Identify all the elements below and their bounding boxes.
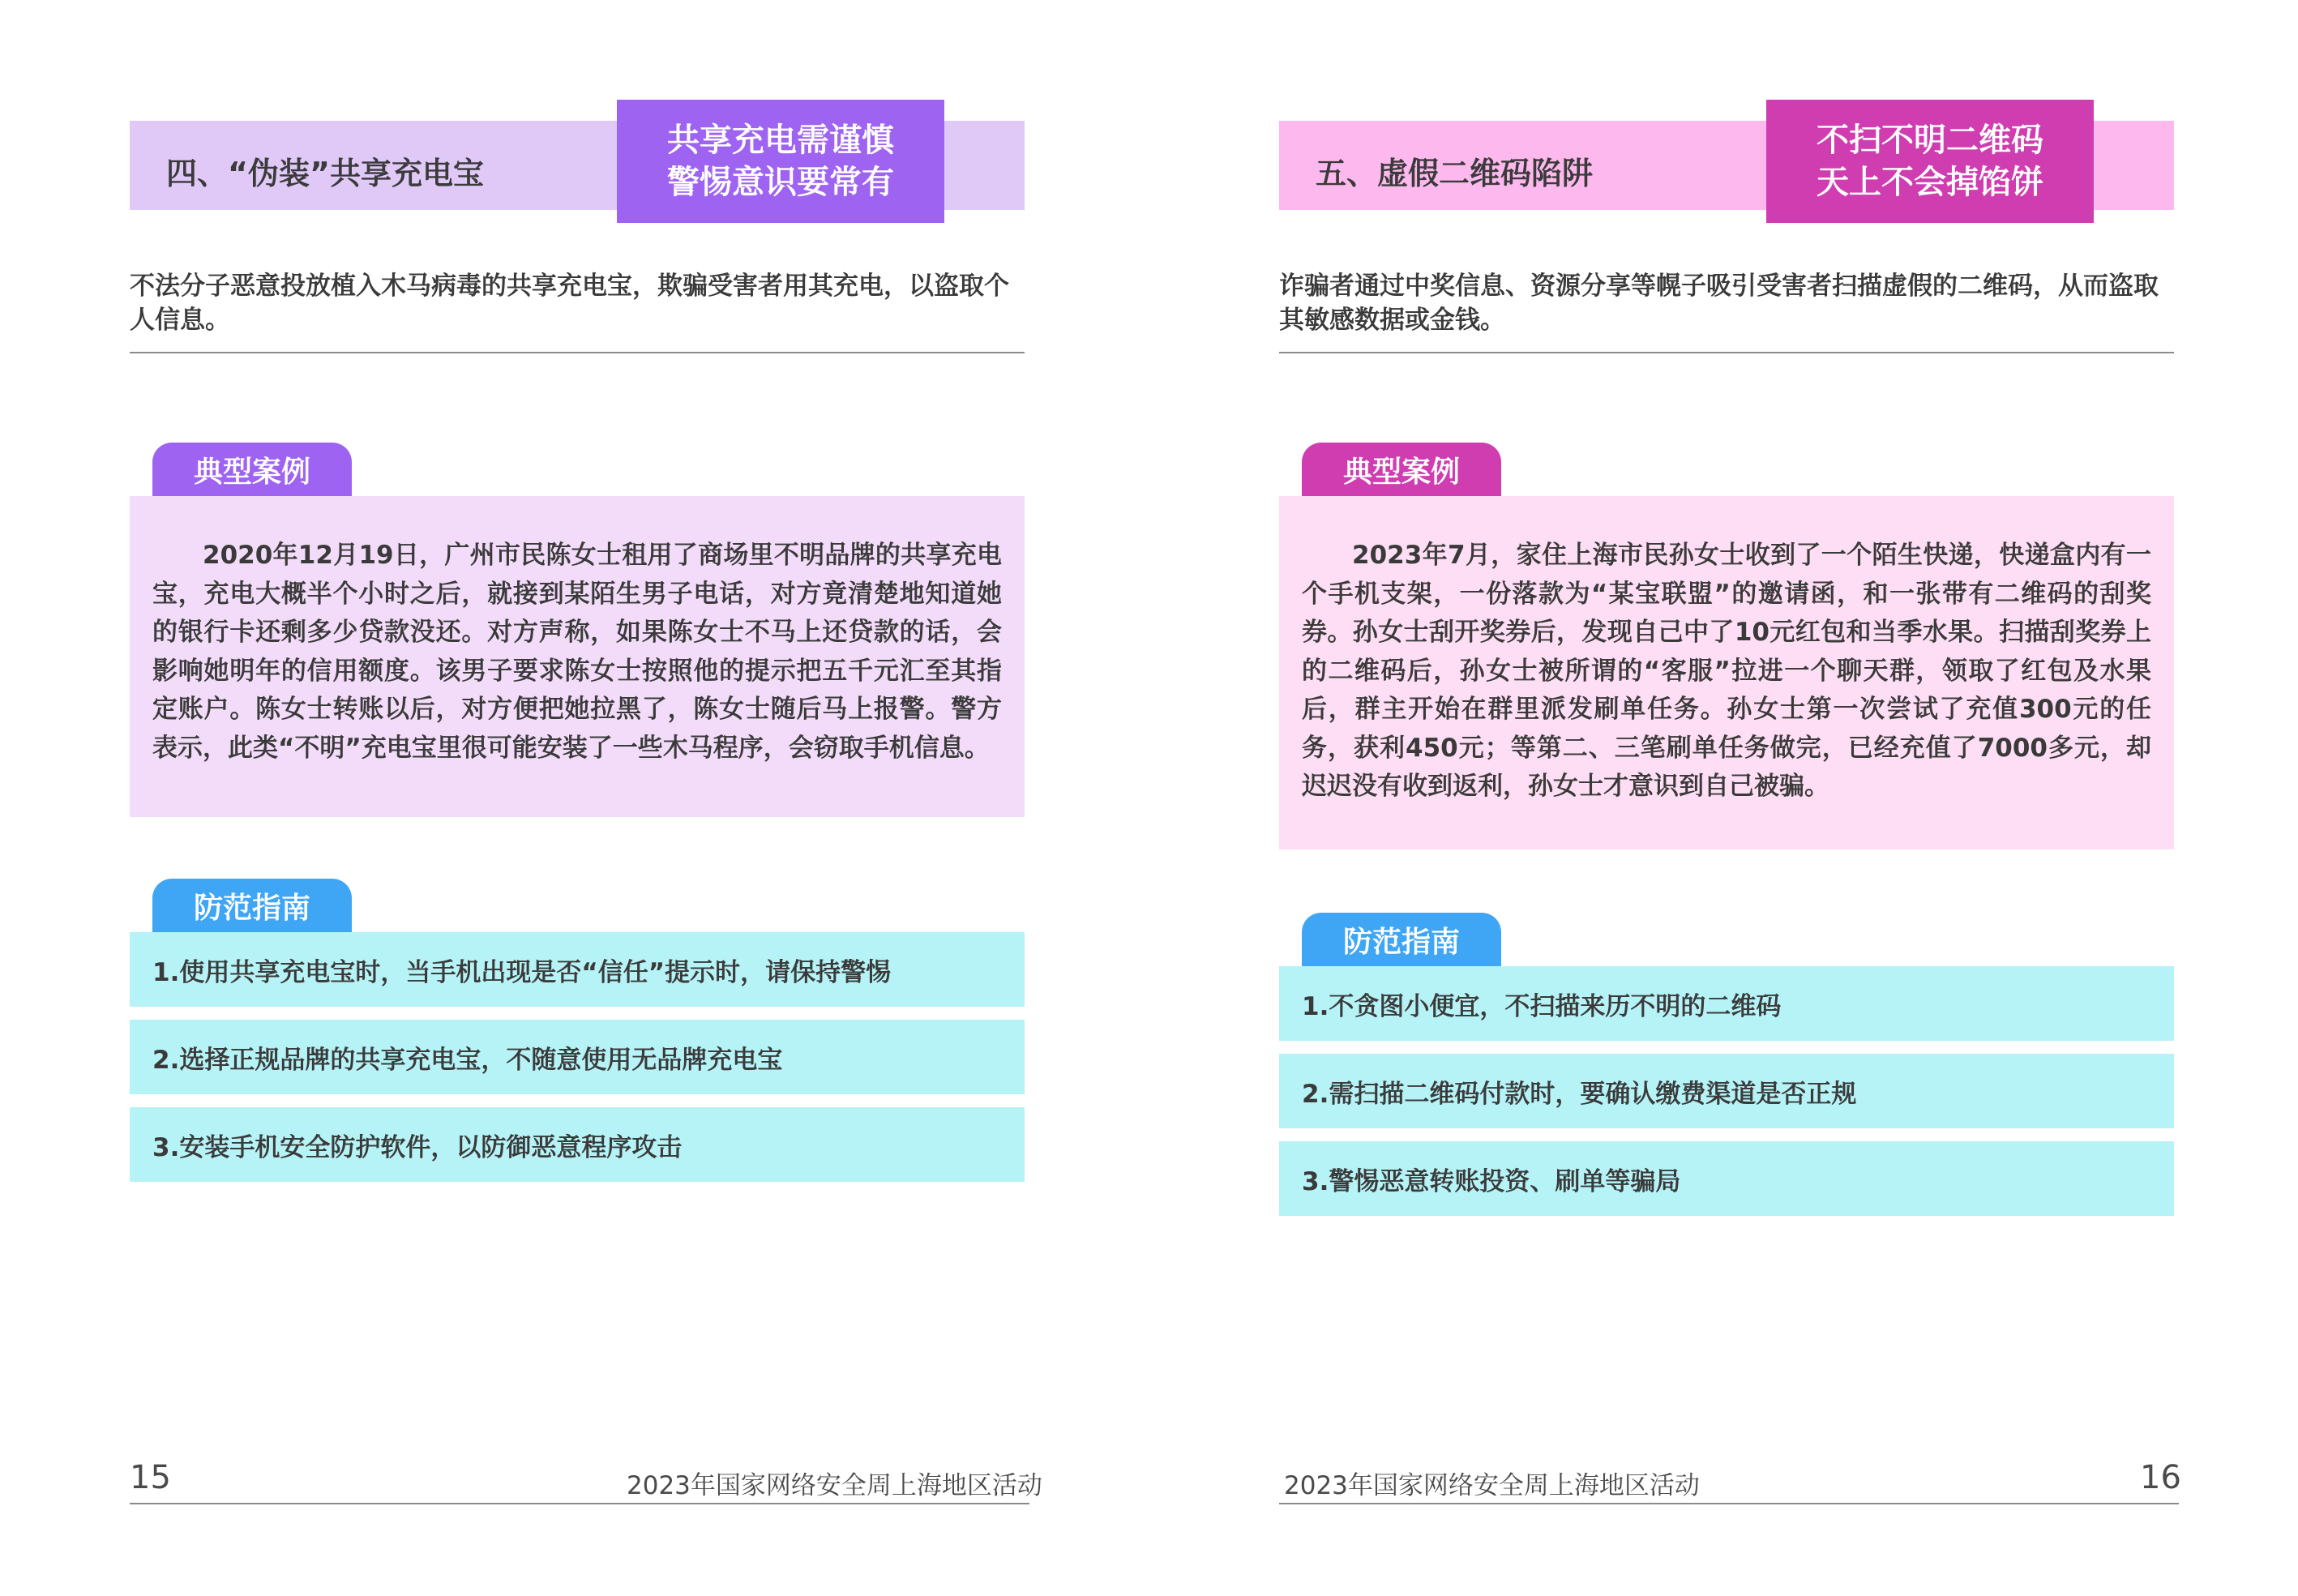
intro-text: 诈骗者通过中奖信息、资源分享等幌子吸引受害者扫描虚假的二维码，从而盗取其敏感数据或金钱。 <box>1279 272 2159 335</box>
guide-item: 2.需扫描二维码付款时，要确认缴费渠道是否正规 <box>1279 1054 2174 1128</box>
case-text: 2020年12月19日，广州市民陈女士租用了商场里不明品牌的共享充电宝，充电大概半个小时之后，就接到某陌生男子电话，对方竟清楚地知道她的银行卡还剩多少贷款没还。对方声称，如果陈女士不马上还贷款的话，会影响她明年的信用额度。该男子要求陈女士按照他的提示把五千元汇至其指定账户。陈女士转账以后，对方便把她拉黑了，陈女士随后马上报警。警方表示，此类“不明”充电宝里很可能安装了一些木马程序，会窃取手机信息。 <box>152 541 1002 763</box>
slogan-line-2: 天上不会掉馅饼 <box>1817 164 2043 201</box>
case-tab: 典型案例 <box>1302 443 1501 496</box>
case-tab: 典型案例 <box>152 443 352 496</box>
guide-item: 1.不贪图小便宜，不扫描来历不明的二维码 <box>1279 966 2174 1041</box>
intro-divider <box>130 352 1025 353</box>
section-title: 五、虚假二维码陷阱 <box>1316 156 1594 191</box>
case-box <box>130 496 1025 817</box>
guide-item: 1.使用共享充电宝时，当手机出现是否“信任”提示时，请保持警惕 <box>130 932 1025 1007</box>
footer-divider <box>130 1503 1029 1504</box>
slogan-box <box>617 100 944 223</box>
section-title: 四、“伪装”共享充电宝 <box>166 156 484 191</box>
case-box <box>1279 496 2174 849</box>
guide-tab: 防范指南 <box>1302 913 1501 966</box>
intro-divider <box>1279 352 2174 353</box>
intro-text: 不法分子恶意投放植入木马病毒的共享充电宝，欺骗受害者用其充电，以盗取个人信息。 <box>130 272 1009 335</box>
footer-divider <box>1279 1503 2179 1504</box>
page-number: 16 <box>2140 1459 2181 1496</box>
right-page <box>1149 0 2298 1596</box>
footer-text: 2023年国家网络安全周上海地区活动 <box>627 1471 1042 1500</box>
guide-item: 2.选择正规品牌的共享充电宝，不随意使用无品牌充电宝 <box>130 1020 1025 1094</box>
slogan-line-1: 共享充电需谨慎 <box>667 122 894 159</box>
slogan-line-1: 不扫不明二维码 <box>1817 122 2043 159</box>
guide-item: 3.安装手机安全防护软件，以防御恶意程序攻击 <box>130 1107 1025 1182</box>
case-text: 2023年7月，家住上海市民孙女士收到了一个陌生快递，快递盒内有一个手机支架，一份落款为“某宝联盟”的邀请函，和一张带有二维码的刮奖券。孙女士刮开奖券后，发现自己中了10元红包和当季水果。扫描刮奖券上的二维码后，孙女士被所谓的“客服”拉进一个聊天群，领取了红包及水果后，群主开始在群里派发刷单任务。孙女士第一次尝试了充值300元的任务，获利450元；等第二、三笔刷单任务做完，已经充值了7000多元，却迟迟没有收到返利，孙女士才意识到自己被骗。 <box>1302 541 2151 801</box>
guide-item: 3.警惕恶意转账投资、刷单等骗局 <box>1279 1141 2174 1216</box>
footer-text: 2023年国家网络安全周上海地区活动 <box>1284 1471 1700 1500</box>
slogan-line-2: 警惕意识要常有 <box>667 164 894 201</box>
page-number: 15 <box>130 1459 171 1496</box>
guide-tab: 防范指南 <box>152 879 352 932</box>
slogan-box <box>1766 100 2094 223</box>
